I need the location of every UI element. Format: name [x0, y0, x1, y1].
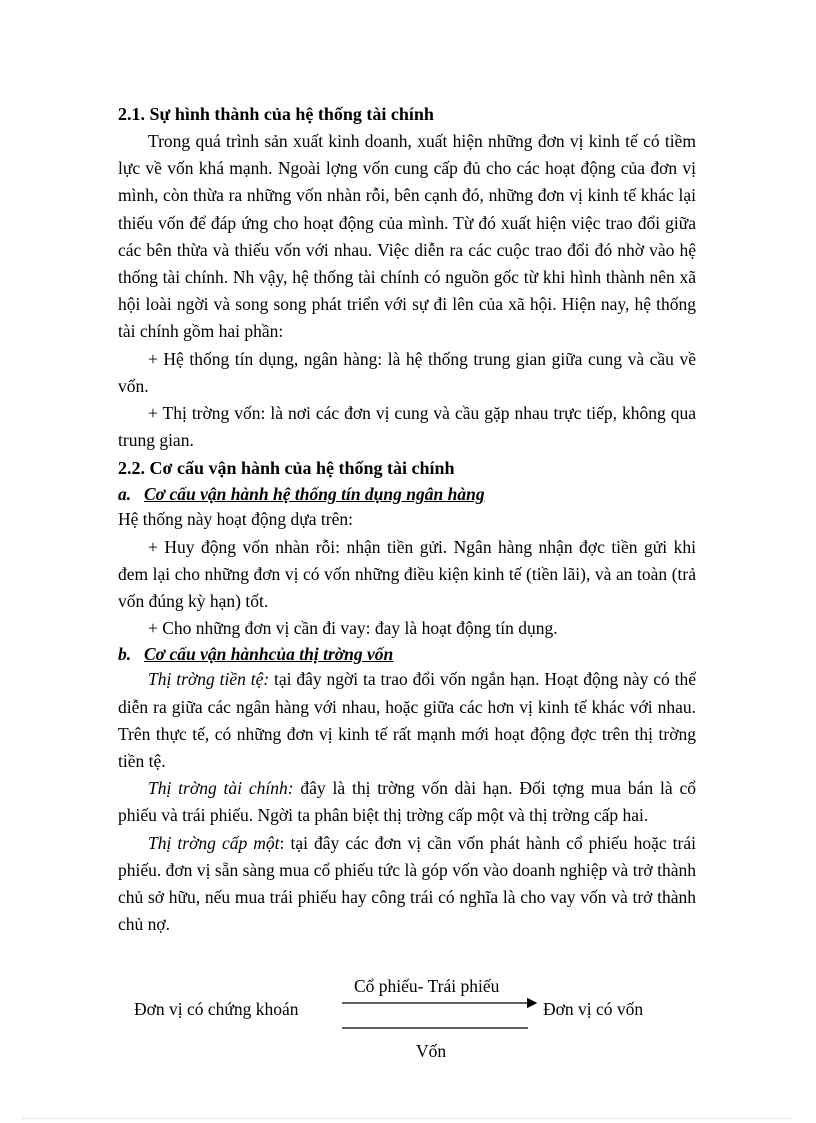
financial-market-paragraph [118, 775, 696, 829]
securities-holder-box: Đơn vị có chứng khoán [134, 999, 299, 1019]
subsection-a-title: Cơ cấu vận hành hệ thống tín dụng ngân hàng [144, 484, 485, 505]
subsection-b-heading [118, 642, 696, 666]
bullet-mobilize-capital: + Huy động vốn nhàn rỗi: nhận tiền gửi. Ngân hàng nhận đợc tiền gửi khi đem lại cho những đơn vị có vốn những điều kiện kinh tế (tiền lãi), và an toàn (trả vốn đúng kỳ hạn) tốt. [118, 536, 696, 612]
subsection-a-intro: Hệ thống này hoạt động dựa trên: [118, 509, 353, 530]
document-page [118, 100, 696, 938]
primary-market-text: : tại đây các đơn vị cần vốn phát hành cổ phiếu hoặc trái phiếu. đơn vị sẵn sàng mua cổ phiếu tức là góp vốn vào doanh nghiệp và trở thành chủ sở hữu, nếu mua trái phiếu hay công trái có nghĩa là cho vay vốn và trở thành chủ nợ. [118, 832, 696, 935]
bullet-capital-market: + Thị trờng vốn: là nơi các đơn vị cung và cầu gặp nhau trực tiếp, không qua trung gian. [118, 403, 696, 451]
subsection-a-label: a. [118, 484, 132, 505]
money-market-text: tại đây ngời ta trao đổi vốn ngắn hạn. Hoạt động này có thể diễn ra giữa các ngân hàng với nhau, hoặc giữa các hơn vị kinh tế khác với nhau. Trên thực tế, có những đơn vị kinh tế rất mạnh mới hoạt động đợc trên thị trờng tiền tệ. [118, 669, 696, 772]
securities-label: Cổ phiếu- Trái phiếu [354, 976, 500, 996]
capital-holder-box: Đơn vị có vốn [543, 999, 644, 1019]
primary-market-term: Thị trờng cấp một [148, 832, 280, 853]
bullet-lending: + Cho những đơn vị cần đi vay: đay là hoạt động tín dụng. [148, 618, 558, 639]
primary-market-paragraph [118, 830, 696, 939]
section-2-1-heading: 2.1. Sự hình thành của hệ thống tài chính [118, 104, 434, 124]
section-2-1-paragraph: Trong quá trình sản xuất kinh doanh, xuất hiện những đơn vị kinh tế có tiềm lực về vốn khá mạnh. Ngoài lợng vốn cung cấp đủ cho các hoạt động của đơn vị mình, còn thừa ra những vốn nhàn rỗi, bên cạnh đó, những đơn vị kinh tế khác lại thiếu vốn để đáp ứng cho hoạt động của mình. Từ đó xuất hiện việc trao đổi giữa các bên thừa và thiếu vốn với nhau. Việc diễn ra các cuộc trao đổi đó nhờ vào hệ thống tài chính. Nh vậy, hệ thống tài chính có nguồn gốc từ khi hình thành nên xã hội loài ngời và song song phát triển với sự đi lên của xã hội. Hiện nay, hệ thống tài chính gồm hai phần: [118, 131, 696, 342]
money-market-term: Thị trờng tiền tệ: [148, 669, 270, 690]
subsection-b-label: b. [118, 644, 132, 665]
capital-label: Vốn [416, 1041, 447, 1061]
subsection-a-heading [118, 482, 696, 506]
money-market-paragraph [118, 666, 696, 775]
bullet-credit-banking: + Hệ thống tín dụng, ngân hàng: là hệ thống trung gian giữa cung và cầu về vốn. [118, 348, 696, 396]
subsection-b-title: Cơ cấu vận hànhcủa thị trờng vốn [144, 644, 394, 665]
financial-market-term: Thị trờng tài chính: [148, 778, 294, 799]
section-2-2-heading: 2.2. Cơ cấu vận hành của hệ thống tài chính [118, 458, 455, 479]
page-bottom-border [22, 1118, 794, 1119]
financial-market-text: đây là thị trờng vốn dài hạn. Đối tợng mua bán là cổ phiếu và trái phiếu. Ngời ta phân biệt thị trờng cấp một và thị trờng cấp hai. [118, 778, 696, 826]
